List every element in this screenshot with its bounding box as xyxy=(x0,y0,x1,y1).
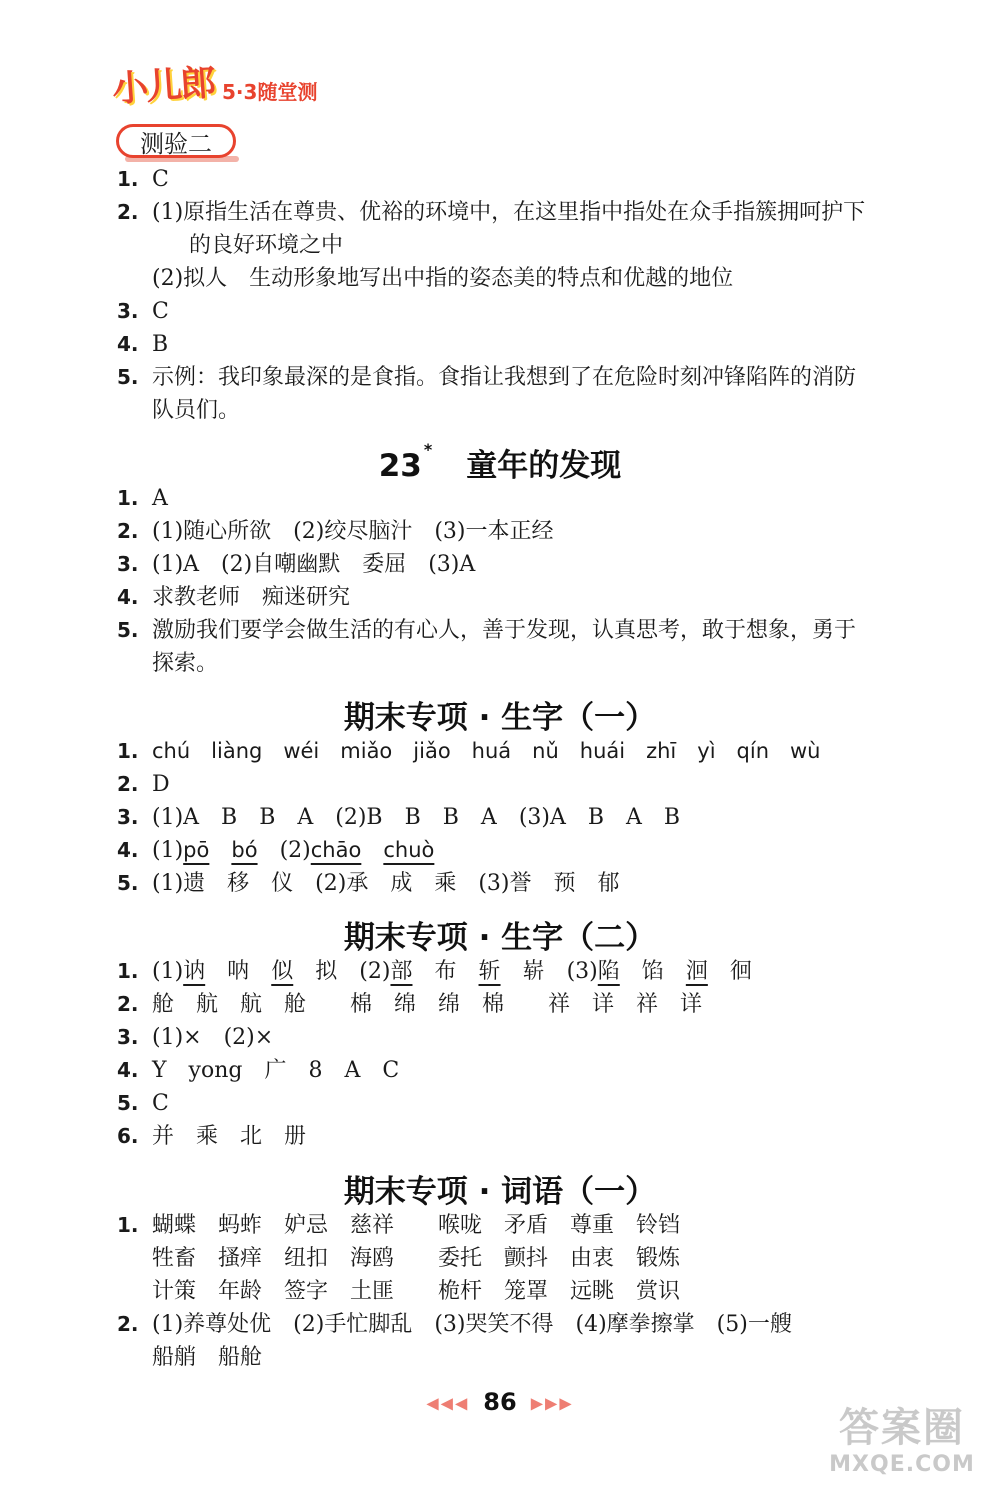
underlined-answer: 部 xyxy=(390,959,413,984)
section-title: 期末专项 · 生字（一） xyxy=(343,700,657,736)
underlined-answer: 洄 xyxy=(685,959,708,984)
answer-item: 5. 示例：我印象最深的是食指。食指让我想到了在危险时刻冲锋陷阵的消防 xyxy=(117,365,857,390)
underlined-answer: 似 xyxy=(271,959,294,984)
answer-item: 2. 舱 航 航 舱 棉 绵 绵 棉 祥 详 祥 详 xyxy=(117,992,703,1017)
answer-item: 2. (1)随心所欲 (2)绞尽脑汁 (3)一本正经 xyxy=(117,519,554,544)
answer-item: 6. 并 乘 北 册 xyxy=(117,1124,307,1149)
underlined-answer: chuò xyxy=(383,838,435,862)
answer-continuation: (2)拟人 生动形象地写出中指的姿态美的特点和优越的地位 xyxy=(152,266,734,291)
underlined-answer: 讷 xyxy=(183,959,206,984)
answer-continuation: 船艄 船舱 xyxy=(152,1345,263,1370)
answer-item: 1. chú liàng wéi miǎo jiǎo huá nǔ huái zhī yì qín wù xyxy=(117,739,821,763)
test-badge: 测验二 xyxy=(116,124,236,158)
section-title: 期末专项 · 生字（二） xyxy=(343,920,657,956)
underlined-answer: 斩 xyxy=(478,959,501,984)
left-arrows-icon: ◀◀◀ xyxy=(426,1393,470,1413)
answer-continuation: 探索。 xyxy=(152,651,219,676)
answer-item: 3. (1)A B B A (2)B B B A (3)A B A B xyxy=(117,805,681,830)
answer-item: 5. (1)遗 移 仪 (2)承 成 乘 (3)誉 预 郁 xyxy=(117,871,620,896)
answer-item: 3. C xyxy=(117,299,169,324)
answer-item: 2. (1)原指生活在尊贵、优裕的环境中，在这里指中指处在众手指簇拥呵护下 xyxy=(117,200,866,225)
answer-item: 5. 激励我们要学会做生活的有心人，善于发现，认真思考，敢于想象，勇于 xyxy=(117,618,857,643)
answer-item: 4. (1)pō bó (2)chāo chuò xyxy=(117,838,435,863)
watermark-url: MXQE.COM xyxy=(829,1452,975,1477)
header-logo xyxy=(112,58,317,109)
section-title: 期末专项 · 词语（一） xyxy=(343,1174,657,1210)
underlined-answer: bó xyxy=(231,838,258,862)
right-arrows-icon: ▶▶▶ xyxy=(530,1393,574,1413)
answer-item: 3. (1)× (2)× xyxy=(117,1025,274,1050)
answer-item: 4. 求教老师 痴迷研究 xyxy=(117,585,351,610)
series-name: 5·3随堂测 xyxy=(222,80,318,104)
watermark xyxy=(812,1404,992,1486)
answer-continuation: 牲畜 搔痒 纽扣 海鸥 委托 颤抖 由衷 锻炼 xyxy=(152,1246,681,1271)
underlined-answer: 陷 xyxy=(597,959,620,984)
brand-logo: 小儿郎 xyxy=(110,62,216,111)
answer-item: 1. C xyxy=(117,167,169,192)
underlined-answer: pō xyxy=(183,838,210,862)
lesson-title: 23 * 童年的发现 xyxy=(378,440,622,484)
answer-item: 4. Y yong 广 8 A C xyxy=(117,1058,400,1083)
answer-item: 5. C xyxy=(117,1091,169,1116)
underlined-answer: chāo xyxy=(310,838,362,862)
answer-item: 2. D xyxy=(117,772,170,797)
watermark-logo: 答案圈 xyxy=(839,1405,965,1451)
answer-item: 1. A xyxy=(117,486,168,511)
answer-continuation: 的良好环境之中 xyxy=(189,233,344,258)
answer-item: 4. B xyxy=(117,332,169,357)
answer-continuation: 计策 年龄 签字 土匪 桅杆 笼罩 远眺 赏识 xyxy=(152,1279,681,1304)
answer-item: 2. (1)养尊处优 (2)手忙脚乱 (3)哭笑不得 (4)摩拳擦掌 (5)一艘 xyxy=(117,1312,792,1337)
answer-item: 1. 蝴蝶 蚂蚱 妒忌 慈祥 喉咙 矛盾 尊重 铃铛 xyxy=(117,1213,681,1238)
answer-continuation: 队员们。 xyxy=(152,398,241,423)
page-number: 86 xyxy=(483,1388,517,1416)
answer-item: 1. (1)讷 呐 似 拟 (2)部 布 斩 崭 (3)陷 馅 洄 徊 xyxy=(117,959,752,984)
answer-item: 3. (1)A (2)自嘲幽默 委屈 (3)A xyxy=(117,552,476,577)
